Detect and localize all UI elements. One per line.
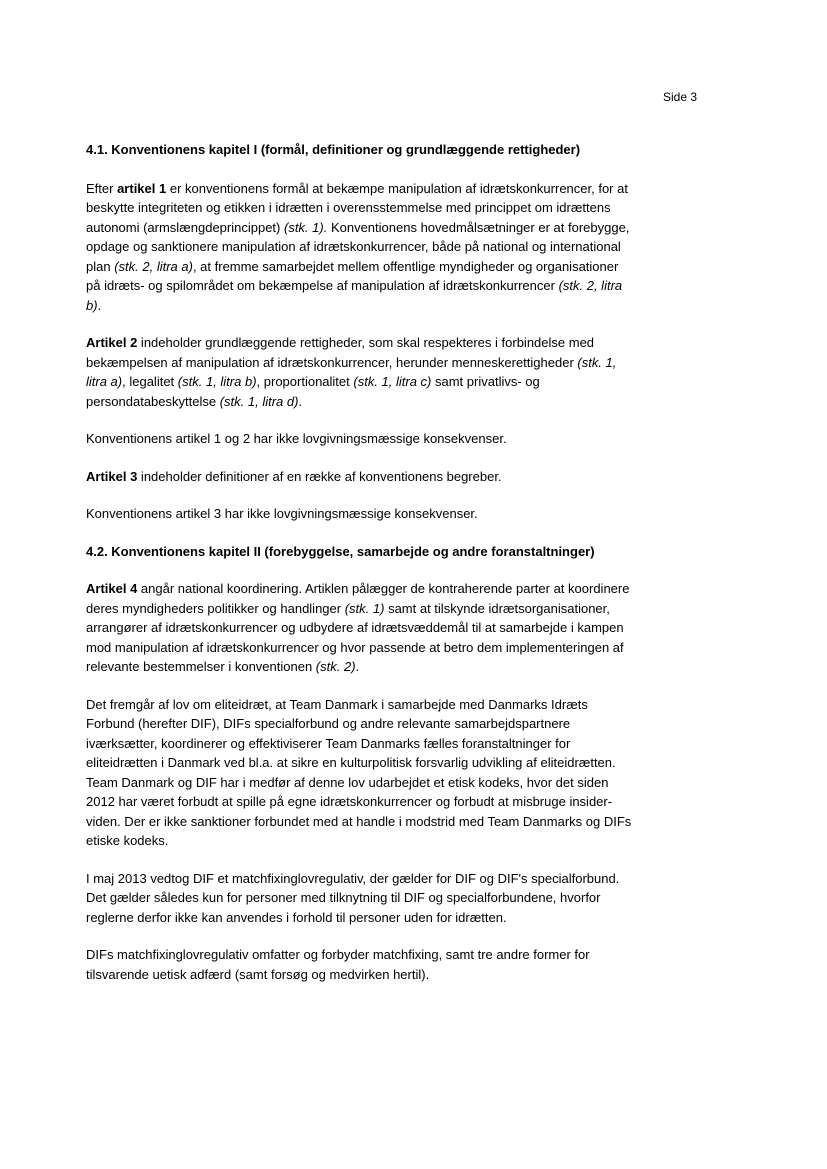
paragraph-artikel-4 bbox=[86, 579, 636, 677]
citation: (stk. 1) bbox=[344, 600, 385, 616]
text: . bbox=[97, 297, 102, 313]
article-reference: Artikel 2 bbox=[86, 335, 138, 350]
text: , legalitet bbox=[122, 374, 178, 389]
citation: (stk. 1, litra d) bbox=[219, 393, 299, 409]
paragraph-matchfixing-scope: DIFs matchfixinglovregulativ omfatter og forbyder matchfixing, samt tre andre former for tilsvarende uetisk adfærd (samt forsøg og medvirken hertil). bbox=[86, 947, 590, 982]
citation: (stk. 2, litra b) bbox=[86, 278, 623, 313]
article-reference: Artikel 3 bbox=[86, 468, 138, 484]
paragraph-artikel-2 bbox=[86, 333, 636, 411]
text: . bbox=[355, 659, 360, 674]
citation: (stk. 1, litra a) bbox=[86, 354, 617, 389]
article-reference: artikel 1 bbox=[117, 180, 167, 196]
text: Konventionens hovedmålsætninger er at forebygge, opdage og sanktionere manipulation af idrætskonkurrencer, både på national og international plan bbox=[86, 219, 630, 274]
text: Efter bbox=[86, 180, 118, 196]
text: er konventionens formål at bekæmpe manipulation af idrætskonkurrencer, for at beskytte integriteten og etikken i idrætten i overensstemmelse med princippet om idrættens autonomi (armslængdeprincippet) bbox=[86, 180, 628, 235]
paragraph-consequences-3: Konventionens artikel 3 har ikke lovgivningsmæssige konsekvenser. bbox=[86, 506, 478, 521]
text: samt at tilskynde idrætsorganisationer, arrangører af idrætskonkurrencer og udbydere af idrætsvæddemål til at samarbejde i kampen mod manipulation af idrætskonkurrencer og hvor passende at betro dem implementeringen af relevante bestemmelser i konventionen bbox=[86, 600, 624, 674]
paragraph-eliteidraet: Det fremgår af lov om eliteidræt, at Team Danmark i samarbejde med Danmarks Idræts Forbund (herefter DIF), DIFs specialforbund og andre relevante samarbejdspartnere iværksætter, koordinerer og effektiviserer Team Danmarks fælles foranstaltninger for eliteidrætten i Danmark ved bl.a. at sikre en kulturpolitisk forsvarlig udvikling af eliteidrætten. Team Danmark og DIF har i medfør af denne lov udarbejdet et etisk kodeks, hvor det siden 2012 har været forbudt at spille på egne idrætskonkurrencer og forbudt at misbruge insider-viden. Der er ikke sanktioner forbundet med at handle i modstrid med Team Danmarks og DIFs etiske kodeks. bbox=[86, 696, 632, 848]
section-heading-4-1: 4.1. Konventionens kapitel I (formål, definitioner og grundlæggende rettigheder) bbox=[86, 142, 581, 157]
citation: (stk. 2) bbox=[315, 659, 356, 674]
text: , proportionalitet bbox=[256, 374, 354, 389]
citation: (stk. 1, litra c) bbox=[353, 374, 432, 389]
text: indeholder grundlæggende rettigheder, som skal respekteres i forbindelse med bekæmpelsen af manipulation af idrætskonkurrencer, herunder menneskerettigheder bbox=[86, 335, 595, 370]
text: samt privatlivs- og persondatabeskyttelse bbox=[86, 374, 540, 409]
document-body bbox=[86, 140, 636, 984]
text: angår national koordinering. Artiklen pålægger de kontraherende parter at koordinere deres myndigheders politikker og handlinger bbox=[86, 581, 630, 616]
text: , at fremme samarbejdet mellem offentlige myndigheder og organisationer på idræts- og spilområdet om bekæmpelse af manipulation af idrætskonkurrencer bbox=[86, 258, 619, 293]
page-number: Side 3 bbox=[663, 90, 698, 104]
text: indeholder definitioner af en række af konventionens begreber. bbox=[137, 468, 502, 484]
article-reference: Artikel 4 bbox=[86, 581, 138, 596]
paragraph-matchfixing-regulativ: I maj 2013 vedtog DIF et matchfixinglovregulativ, der gælder for DIF og DIF's specialforbund. Det gælder således kun for personer med tilknytning til DIF og specialforbundene, hvorfor reglerne derfor ikke kan anvendes i forhold til personer uden for idrætten. bbox=[86, 870, 620, 925]
paragraph-artikel-3 bbox=[86, 467, 636, 487]
paragraph-consequences-1-2: Konventionens artikel 1 og 2 har ikke lovgivningsmæssige konsekvenser. bbox=[86, 431, 507, 446]
citation: (stk. 1). bbox=[283, 219, 328, 235]
text: . bbox=[298, 393, 303, 409]
citation: (stk. 2, litra a) bbox=[114, 258, 193, 274]
citation: (stk. 1, litra b) bbox=[177, 374, 257, 389]
paragraph-artikel-1 bbox=[86, 179, 636, 316]
section-heading-4-2: 4.2. Konventionens kapitel II (forebyggelse, samarbejde og andre foranstaltninger) bbox=[86, 543, 595, 559]
